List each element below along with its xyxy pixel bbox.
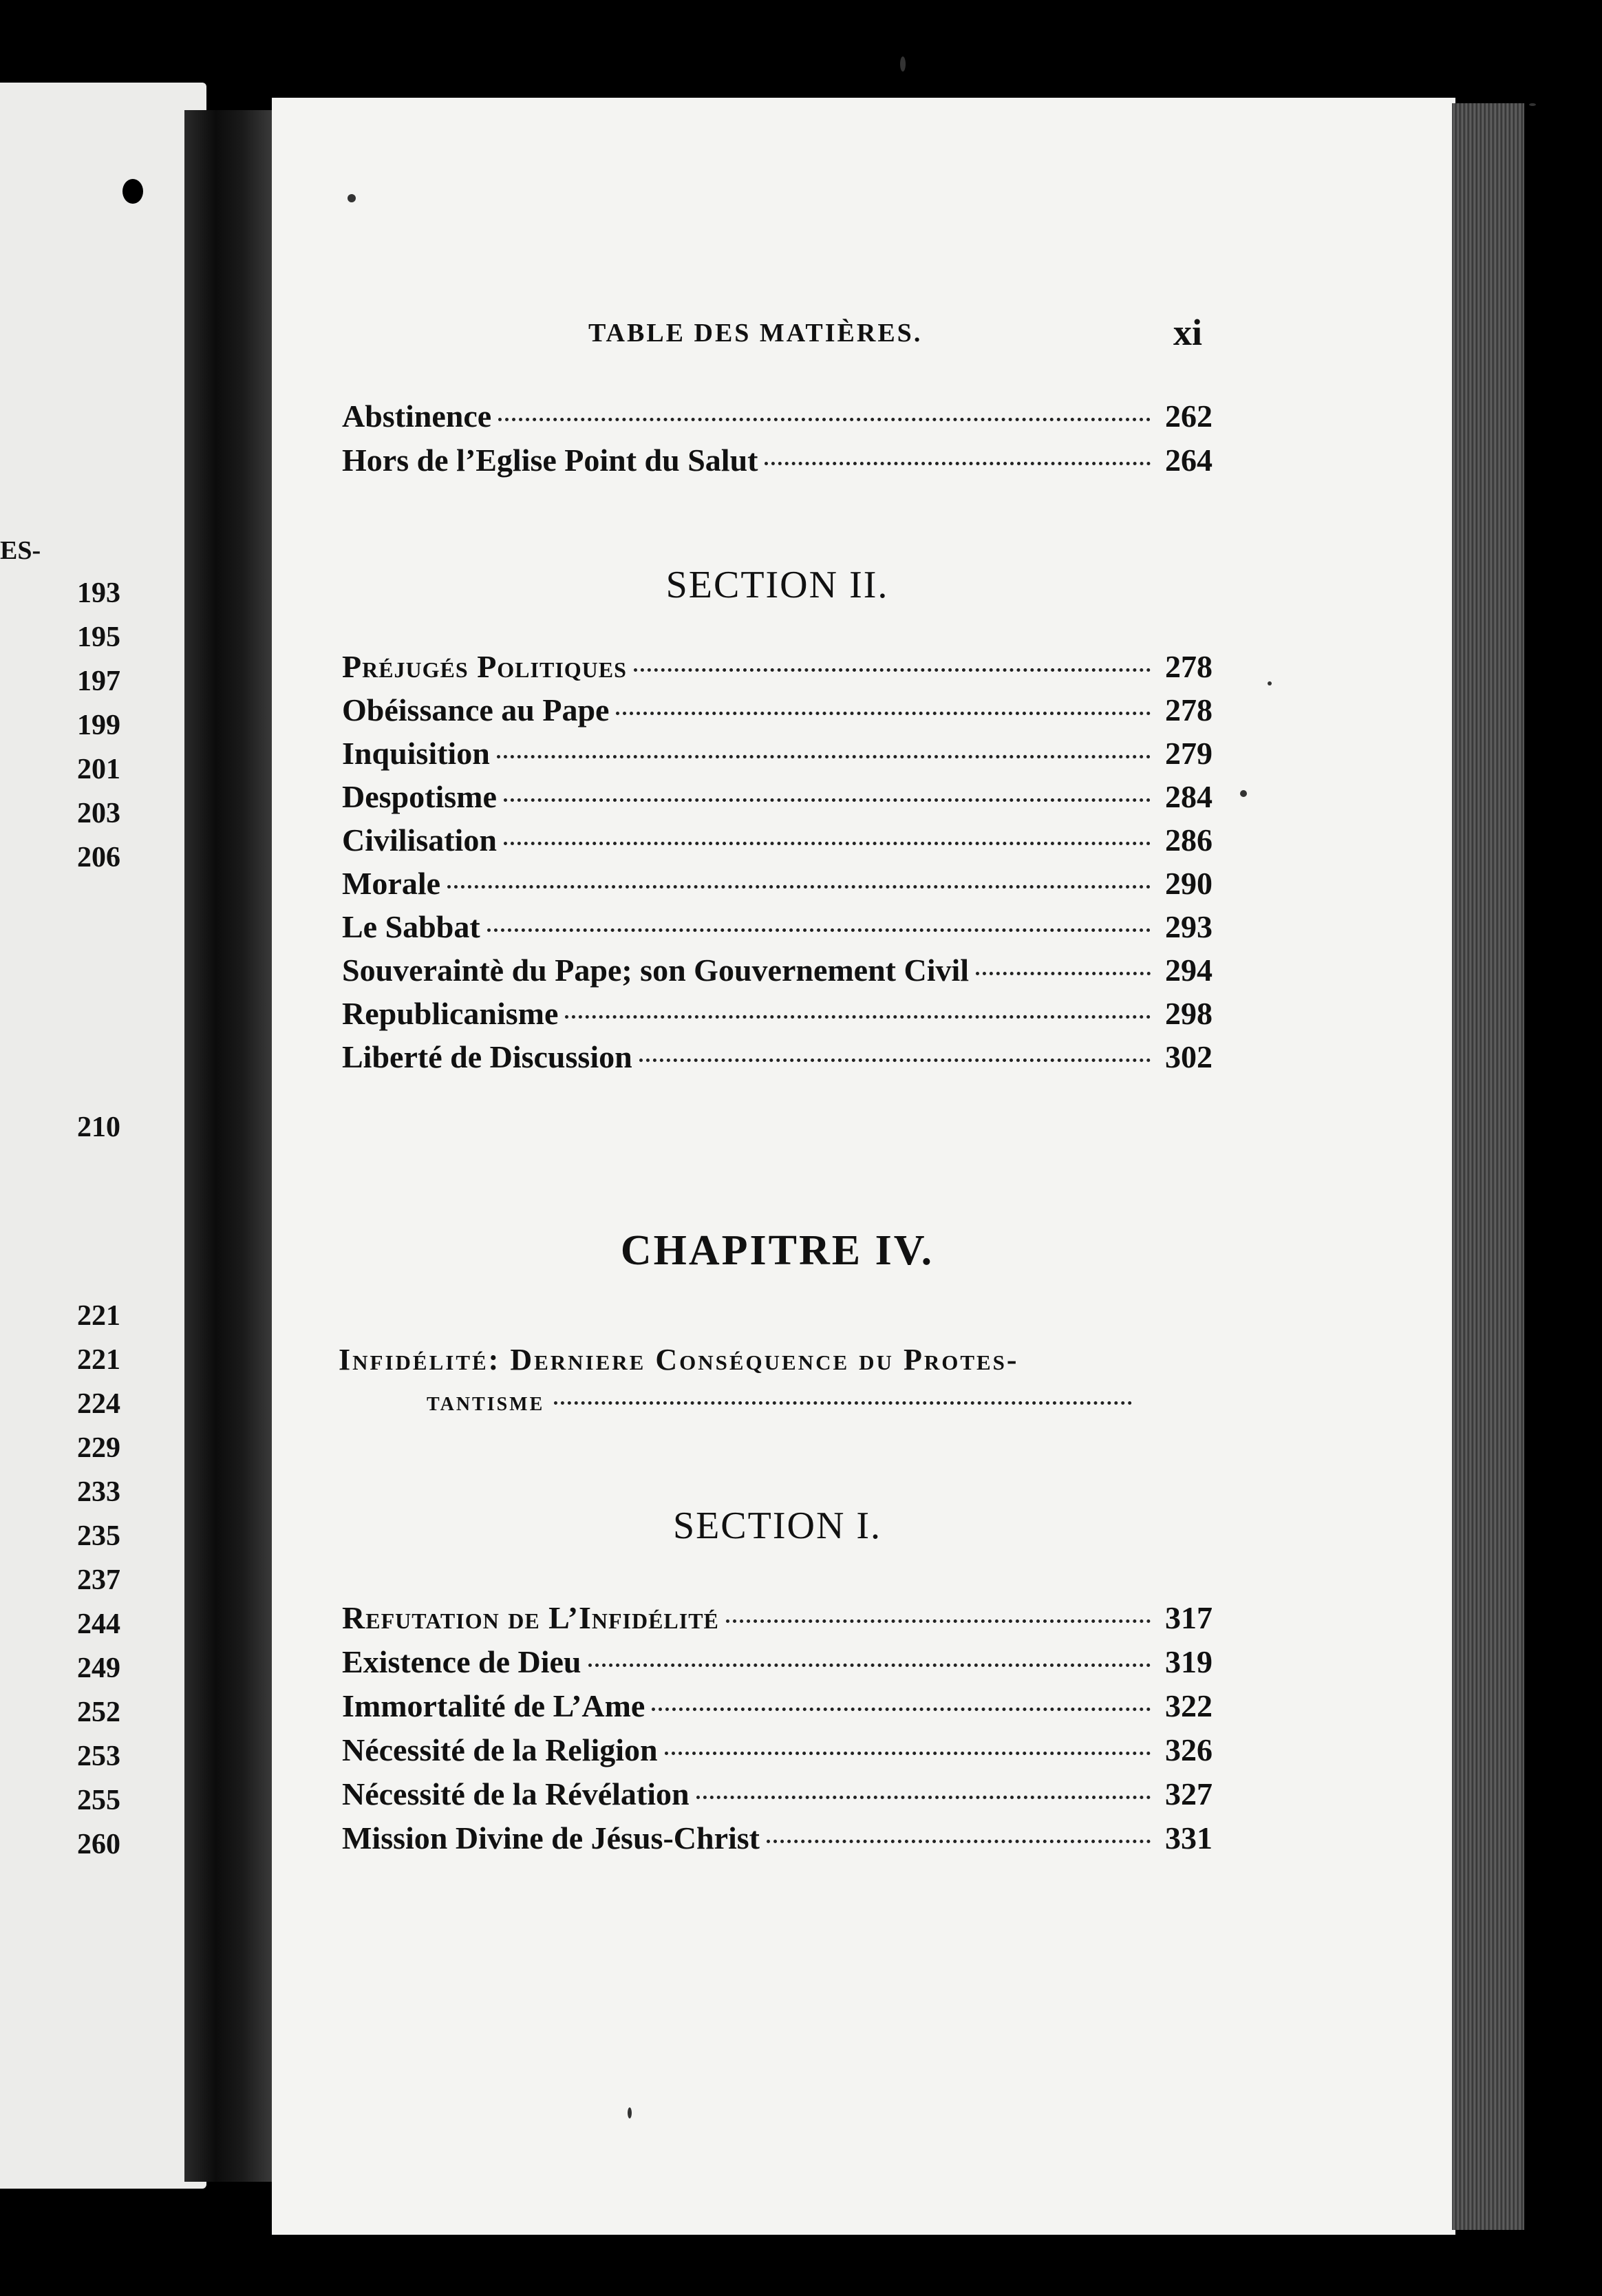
toc-entry <box>342 1599 1213 1645</box>
chapter-title-line2-row <box>427 1385 1132 1427</box>
toc-entry <box>342 778 1213 824</box>
left-page-number: 206 <box>77 842 120 873</box>
toc-entry <box>342 908 1213 954</box>
dot-leader <box>616 712 1151 715</box>
page-folio: xi <box>1173 312 1203 353</box>
toc-entry <box>342 1776 1213 1821</box>
left-page-number: 252 <box>77 1697 120 1728</box>
chapter-heading: CHAPITRE IV. <box>620 1227 934 1274</box>
toc-entry-label: Hors de l’Eglise Point du Salut <box>342 443 758 478</box>
dot-leader <box>726 1619 1151 1623</box>
dot-leader <box>497 755 1151 758</box>
toc-entry-label: Souveraintè du Pape; son Gouvernement Civil <box>342 953 970 988</box>
left-page-number: 229 <box>77 1432 120 1464</box>
left-page-number: 237 <box>77 1564 120 1596</box>
left-page-number: 253 <box>77 1741 120 1772</box>
dot-leader <box>765 462 1151 465</box>
toc-entry-label: Despotisme <box>342 779 497 814</box>
previous-page <box>0 83 206 2189</box>
toc-entry-label: Le Sabbat <box>342 909 480 944</box>
dot-leader <box>565 1015 1151 1019</box>
left-page-number: 260 <box>77 1829 120 1860</box>
toc-entry-label: Morale <box>342 866 441 901</box>
toc-entry-page: 279 <box>1165 736 1213 771</box>
dot-leader <box>696 1796 1151 1799</box>
left-page-number: 193 <box>77 577 120 609</box>
toc-entry-label: Refutation de L’Infidélité <box>342 1600 719 1635</box>
book-gutter <box>184 110 274 2182</box>
dot-leader <box>504 798 1151 802</box>
toc-entry-label: Inquisition <box>342 736 490 771</box>
toc-entry-label: Mission Divine de Jésus-Christ <box>342 1820 760 1856</box>
toc-entry-page: 284 <box>1165 779 1213 814</box>
dot-leader <box>588 1663 1151 1667</box>
toc-entry-page: 326 <box>1165 1732 1213 1767</box>
left-page-number: 203 <box>77 798 120 829</box>
toc-entry-page: 286 <box>1165 822 1213 858</box>
dot-leader <box>767 1840 1151 1843</box>
toc-entry-page: 317 <box>1165 1600 1213 1635</box>
left-page-number: 197 <box>77 666 120 697</box>
chapter-title-line2: tantisme <box>427 1385 545 1416</box>
toc-entry-page: 322 <box>1165 1688 1213 1723</box>
toc-entry-label: Préjugés Politiques <box>342 649 627 684</box>
toc-entry-label: Obéissance au Pape <box>342 692 610 727</box>
toc-entry-label: Liberté de Discussion <box>342 1039 632 1074</box>
toc-entry-page: 302 <box>1165 1039 1213 1074</box>
toc-entry-label: Abstinence <box>342 398 492 434</box>
toc-entry-label: Existence de Dieu <box>342 1644 581 1679</box>
toc-entry-page: 262 <box>1165 398 1213 434</box>
toc-entry <box>342 995 1213 1041</box>
chapter-title-line1: Infidélité: Derniere Conséquence du Protes- <box>339 1343 1019 1376</box>
left-page-number: 255 <box>77 1785 120 1816</box>
toc-entry-label: Immortalité de L’Ame <box>342 1688 645 1723</box>
toc-entry <box>342 952 1213 997</box>
toc-entry <box>342 648 1213 694</box>
dot-leader <box>634 668 1151 672</box>
toc-entry-page: 298 <box>1165 996 1213 1031</box>
toc-entry-page: 278 <box>1165 692 1213 727</box>
left-page-number: 224 <box>77 1388 120 1420</box>
left-page-number: 221 <box>77 1300 120 1332</box>
toc-entry <box>342 1039 1213 1084</box>
dot-leader <box>554 1401 1132 1405</box>
left-page-number: 233 <box>77 1476 120 1508</box>
toc-entry-page: 264 <box>1165 443 1213 478</box>
toc-entry <box>342 1820 1213 1865</box>
toc-entry <box>342 1688 1213 1733</box>
ink-blot <box>122 179 143 204</box>
dot-leader <box>498 418 1151 421</box>
toc-entry-label: Civilisation <box>342 822 497 858</box>
toc-entry-label: Nécessité de la Religion <box>342 1732 658 1767</box>
toc-entry-page: 331 <box>1165 1820 1213 1856</box>
left-page-number: 235 <box>77 1520 120 1552</box>
left-page-number: 210 <box>77 1112 120 1143</box>
left-page-fragment: ES- <box>0 536 41 565</box>
toc-entry <box>342 822 1213 867</box>
left-page-number: 249 <box>77 1652 120 1684</box>
toc-entry-page: 278 <box>1165 649 1213 684</box>
toc-entry-page: 293 <box>1165 909 1213 944</box>
toc-entry-label: Nécessité de la Révélation <box>342 1776 690 1811</box>
dot-leader <box>665 1752 1151 1755</box>
toc-entry <box>342 1732 1213 1777</box>
toc-entry-page: 294 <box>1165 953 1213 988</box>
left-page-number: 201 <box>77 754 120 785</box>
left-page-number: 199 <box>77 710 120 741</box>
dot-leader <box>487 928 1151 932</box>
toc-entry <box>342 398 1213 443</box>
toc-entry <box>342 735 1213 780</box>
toc-entry-label: Republicanisme <box>342 996 559 1031</box>
dot-leader <box>504 842 1151 845</box>
left-page-number: 221 <box>77 1344 120 1376</box>
section-heading: SECTION II. <box>665 564 889 606</box>
section-heading: SECTION I. <box>672 1505 882 1547</box>
toc-entry-page: 319 <box>1165 1644 1213 1679</box>
dot-leader <box>447 885 1151 889</box>
dot-leader <box>652 1708 1151 1711</box>
left-page-number: 195 <box>77 621 120 653</box>
toc-entry <box>342 692 1213 737</box>
page-edges <box>1452 103 1524 2230</box>
toc-entry-page: 327 <box>1165 1776 1213 1811</box>
dot-leader <box>639 1059 1151 1062</box>
left-page-number: 244 <box>77 1608 120 1640</box>
toc-entry <box>342 1644 1213 1689</box>
toc-entry <box>342 865 1213 911</box>
running-head: TABLE DES MATIÈRES. <box>588 319 923 348</box>
toc-entry <box>342 442 1213 487</box>
toc-entry-page: 290 <box>1165 866 1213 901</box>
dot-leader <box>976 972 1151 975</box>
